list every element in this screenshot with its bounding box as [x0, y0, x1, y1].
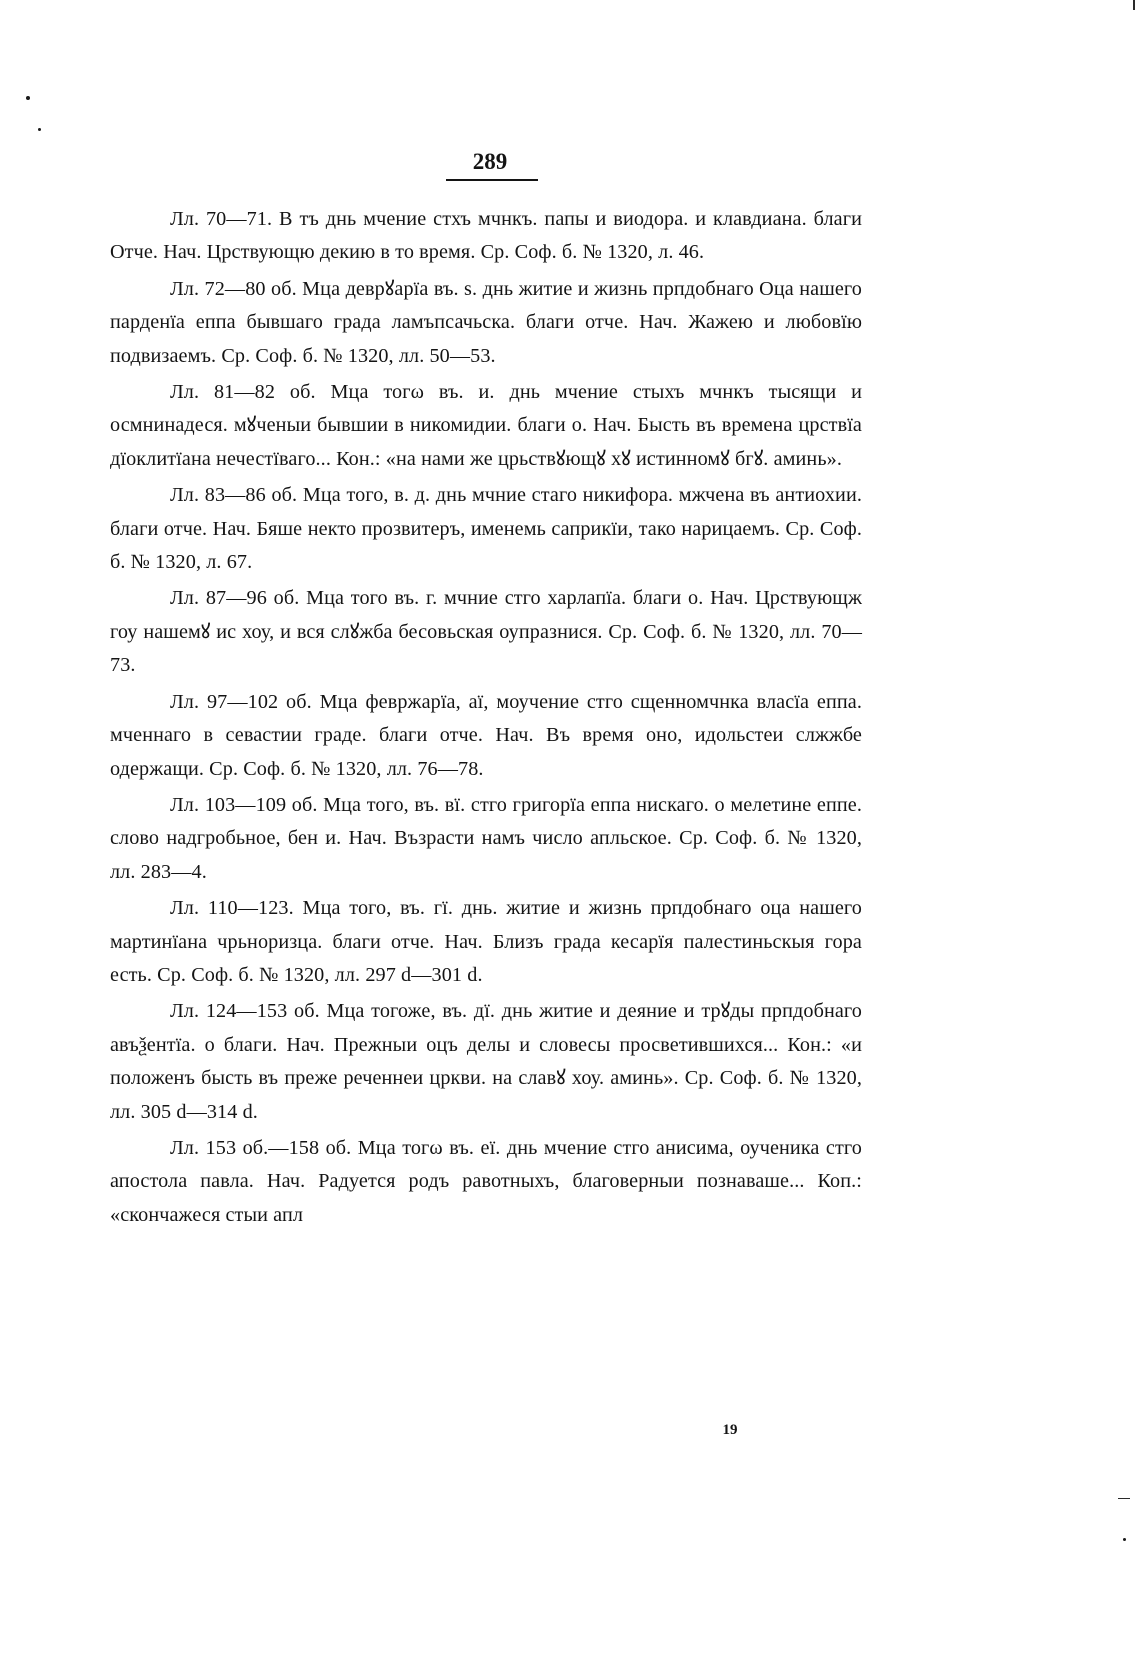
page-number-underline	[446, 179, 538, 181]
text-column	[110, 203, 862, 1235]
scan-edge-mark	[1118, 1498, 1130, 1499]
page-number: 289	[472, 149, 508, 174]
scan-speck	[38, 128, 41, 131]
catalog-entry: Лл. 72—80 об. Мца деврꙋарїа въ. ѕ. днь житие и жизнь прпдобнаго Оца нашего парденїа еппа бывшаго града ламъпсачьска. благи отче. Нач. Жажею и любовїю подвизаемъ. Ср. Соф. б. № 1320, лл. 50—53.	[110, 277, 862, 367]
catalog-entry: Лл. 81—82 об. Мца тогω въ. и. днь мчение стыхъ мчнкъ тысящи и осмнинадеся. мꙋченыи бывшии в никомидии. благи о. Нач. Бысть въ времена црствїа дїоклитїана нечестїваго... Кон.: «на нами же црьствꙋющꙋ хꙋ истинномꙋ бгꙋ. аминь».	[110, 381, 862, 470]
scan-speck	[26, 96, 30, 100]
catalog-entry: Лл. 110—123. Мца того, въ. гї. днь. житие и жизнь прпдобнаго оца нашего мартинїана чрьноризца. благи отче. Нач. Близъ града кесарїя палестиньскыя гора есть. Ср. Соф. б. № 1320, лл. 297 d—301 d.	[110, 897, 862, 986]
catalog-entry: Лл. 103—109 об. Мца того, въ. вї. стго григорїа еппа нискаго. о мелетине еппе. слово надгробьное, бен и. Нач. Възрасти намъ число апльское. Ср. Соф. б. № 1320, лл. 283—4.	[110, 793, 862, 883]
catalog-entry: Лл. 97—102 об. Мца февржарїа, аї, моучение стго сщенномчнка власїа еппа. мченнаго в севастии граде. благи отче. Нач. Въ время оно, идольстеи слжжбе одержащи. Ср. Соф. б. № 1320, лл. 76—78.	[110, 690, 862, 780]
catalog-entry: Лл. 153 об.—158 об. Мца тогω въ. еї. днь мчение стго анисима, оученика стго апостола павла. Нач. Радуется родъ равотныхъ, благоверныи познаваше... Коп.: «скончажеся стыи апл	[110, 1136, 862, 1226]
catalog-entry: Лл. 87—96 об. Мца того въ. г. мчние стго харлапїа. благи о. Нач. Црствующж гоу нашемꙋ ис хоу, и вся слꙋжба бесовьская оупразнися. Ср. Соф. б. № 1320, лл. 70—73.	[110, 587, 862, 677]
catalog-entry: Лл. 124—153 об. Мца тогоже, въ. дї. днь житие и деяние и трꙋды прпдобнаго авъѯентїа. о благи. Нач. Прежныи оцъ делы и словесы просветившихся... Кон.: «и положенъ бысть въ преже реченнеи цркви. на славꙋ хоу. аминь». Ср. Соф. б. № 1320, лл. 305 d—314 d.	[110, 1000, 862, 1123]
scan-speck	[1123, 1538, 1126, 1541]
catalog-entry: Лл. 70—71. В тъ днь мчение стхъ мчнкъ. папы и виодора. и клавдиана. благи Отче. Нач. Црствующю декию в то время. Ср. Соф. б. № 1320, л. 46.	[110, 208, 862, 264]
scan-edge-mark	[1133, 0, 1135, 10]
catalog-entry: Лл. 83—86 об. Мца того, в. д. днь мчние стаго никифора. мжчена въ антиохии. благи отче. Нач. Бяше некто прозвитеръ, именемь саприкїи, тако нарицаемъ. Ср. Соф. б. № 1320, л. 67.	[110, 484, 862, 574]
signature-mark: 19	[722, 1422, 738, 1438]
